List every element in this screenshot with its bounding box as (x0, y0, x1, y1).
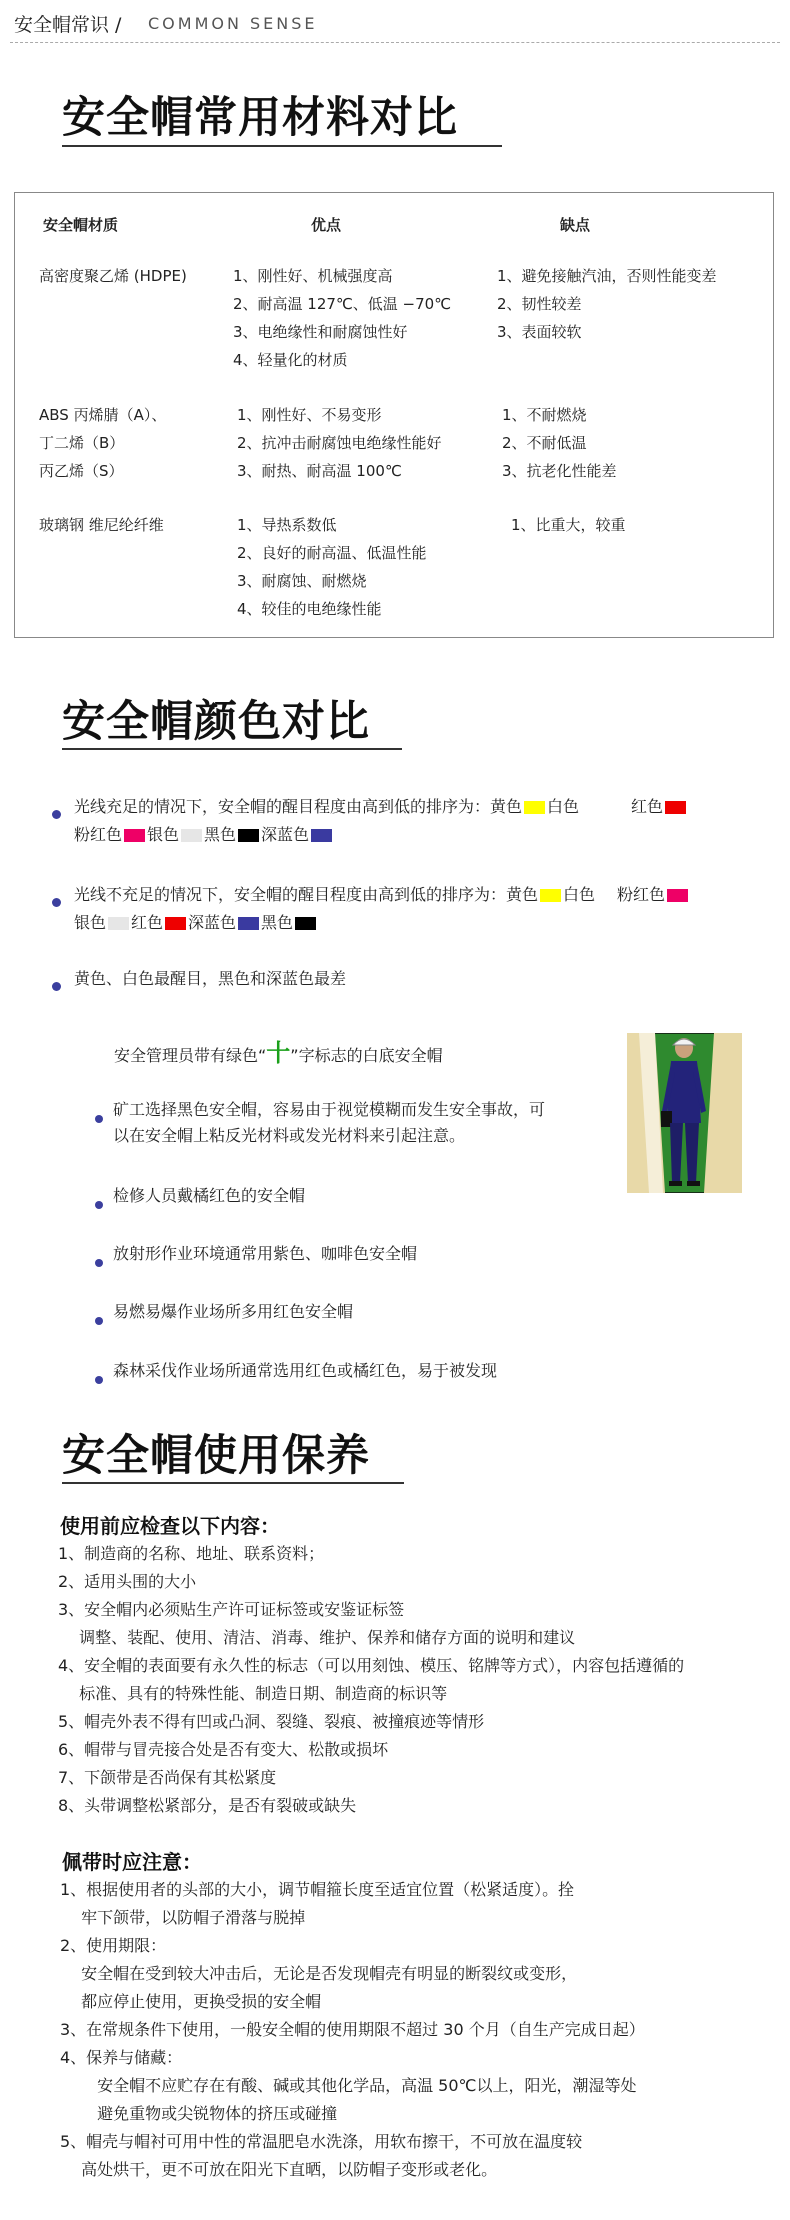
pros-line: 1、刚性好、机械强度高 (233, 267, 393, 285)
color-label: 黄色 (506, 885, 539, 904)
worker-figure-icon (627, 1033, 742, 1193)
category-label-en: COMMON SENSE (148, 14, 318, 33)
section-title-underline (62, 145, 502, 147)
navy-swatch (311, 829, 332, 842)
manager-text-post: ”字标志的白底安全帽 (290, 1046, 443, 1065)
table-row (39, 511, 164, 539)
check-title: 使用前应检查以下内容： (60, 1514, 280, 1538)
list-item: 调整、装配、使用、清洁、消毒、维护、保养和储存方面的说明和建议 (58, 1628, 576, 1647)
manager-text-pre: 安全管理员带有绿色“ (114, 1046, 267, 1065)
pros-cell (237, 511, 427, 623)
material-line: 丙乙烯（S） (39, 462, 124, 480)
pink-swatch (124, 829, 145, 842)
list-item: 8、头带调整松紧部分，是否有裂破或缺失 (58, 1796, 357, 1815)
pros-line: 3、电绝缘性和耐腐蚀性好 (233, 323, 408, 341)
pink-swatch (667, 889, 688, 902)
material-line: ABS 丙烯腈（A）、 (39, 406, 167, 424)
navy-swatch (238, 917, 259, 930)
pros-line: 2、耐高温 127℃、低温 −70℃ (233, 295, 452, 313)
category-label: 安全帽常识 / (14, 14, 122, 36)
point-bullet-dot (95, 1194, 103, 1213)
color-summary: 黄色、白色最醒目，黑色和深蓝色最差 (74, 969, 347, 988)
section-title-colors: 安全帽颜色对比 (62, 697, 370, 747)
material-line: 玻璃钢 维尼纶纤维 (39, 516, 164, 534)
list-item: 易燃易爆作业场所多用红色安全帽 (113, 1302, 354, 1321)
list-item: 3、在常规条件下使用，一般安全帽的使用期限不超过 30 个月（自生产完成日起） (60, 2020, 645, 2039)
color-label: 黑色 (204, 825, 237, 844)
pros-line: 2、抗冲击耐腐蚀电绝缘性能好 (237, 434, 442, 452)
point-bullet-dot (95, 1252, 103, 1271)
dim-light-text: 光线不充足的情况下，安全帽的醒目程度由高到低的排序为： (74, 885, 507, 904)
list-item: 标准、具有的特殊性能、制造日期、制造商的标识等 (58, 1684, 448, 1703)
color-label: 银色 (147, 825, 180, 844)
cons-line: 1、避免接触汽油，否则性能变差 (497, 267, 717, 285)
list-item: 2、使用期限： (60, 1936, 167, 1955)
cons-line: 3、抗老化性能差 (502, 462, 617, 480)
top-divider (10, 42, 780, 43)
manager-helmet-note (114, 1040, 443, 1069)
color-label: 白色 (563, 885, 596, 904)
cons-line: 2、不耐低温 (502, 434, 587, 452)
table-row (39, 262, 187, 290)
pros-line: 3、耐腐蚀、耐燃烧 (237, 572, 367, 590)
list-item: 1、制造商的名称、地址、联系资料； (58, 1544, 325, 1563)
pros-line: 1、刚性好、不易变形 (237, 406, 382, 424)
cons-line: 2、韧性较差 (497, 295, 582, 313)
section-title-underline (62, 1482, 404, 1484)
color-label: 白色 (547, 797, 580, 816)
list-item: 牢下颌带，以防帽子滑落与脱掉 (60, 1908, 306, 1927)
dim-bullet-dot (52, 892, 61, 911)
color-label: 粉红色 (74, 825, 123, 844)
list-item: 5、帽壳外表不得有凹或凸洞、裂缝、裂痕、被撞痕迹等情形 (58, 1712, 485, 1731)
silver-swatch (181, 829, 202, 842)
color-label: 深蓝色 (261, 825, 310, 844)
list-item: 2、适用头围的大小 (58, 1572, 197, 1591)
materials-table (14, 192, 774, 638)
point-line: 以在安全帽上粘反光材料或发光材料来引起注意。 (113, 1126, 466, 1145)
cons-line: 3、表面较软 (497, 323, 582, 341)
list-item: 6、帽带与冒壳接合处是否有变大、松散或损坏 (58, 1740, 389, 1759)
color-label: 红色 (631, 797, 664, 816)
list-item: 4、安全帽的表面要有永久性的标志（可以用刻蚀、模压、铭牌等方式），内容包括遵循的 (58, 1656, 685, 1675)
section-title-materials: 安全帽常用材料对比 (62, 93, 458, 143)
point-line: 矿工选择黑色安全帽，容易由于视觉模糊而发生安全事故，可 (113, 1100, 546, 1119)
list-item: 5、帽壳与帽衬可用中性的常温肥皂水洗涤，用软布擦干，不可放在温度较 (60, 2132, 583, 2151)
list-item: 放射形作业环境通常用紫色、咖啡色安全帽 (113, 1244, 418, 1263)
list-item: 森林采伐作业场所通常选用红色或橘红色，易于被发现 (113, 1361, 498, 1380)
list-item: 高处烘干，更不可放在阳光下直晒，以防帽子变形或老化。 (60, 2160, 498, 2179)
bright-light-text: 光线充足的情况下，安全帽的醒目程度由高到低的排序为： (74, 797, 491, 816)
list-item: 安全帽不应贮存在有酸、碱或其他化学品，高温 50℃以上，阳光，潮湿等处 (60, 2076, 637, 2095)
worker-illustration (627, 1033, 742, 1193)
list-item: 安全帽在受到较大冲击后，无论是否发现帽壳有明显的断裂纹或变形， (60, 1964, 578, 1983)
header-cons: 缺点 (560, 216, 591, 234)
section-title-underline (62, 748, 402, 750)
cons-cell (511, 511, 626, 539)
wear-list (60, 1876, 645, 2184)
header-pros: 优点 (311, 216, 342, 234)
material-cell: 高密度聚乙烯 (HDPE) (39, 267, 187, 285)
dim-light-ranking (74, 881, 774, 937)
cons-line: 1、比重大，较重 (511, 516, 626, 534)
material-line: 丁二烯（B） (39, 434, 125, 452)
color-label: 粉红色 (617, 885, 666, 904)
red-swatch (665, 801, 686, 814)
list-item: 1、根据使用者的头部的大小，调节帽箍长度至适宜位置（松紧适度）。拴 (60, 1880, 575, 1899)
cons-line: 1、不耐燃烧 (502, 406, 587, 424)
bright-bullet-dot (52, 804, 61, 823)
list-item: 检修人员戴橘红色的安全帽 (113, 1186, 306, 1205)
green-cross-icon: 十 (266, 1039, 291, 1067)
cons-cell (497, 262, 717, 346)
color-label: 黑色 (261, 913, 294, 932)
check-list (58, 1540, 684, 1820)
wear-title: 佩带时应注意： (62, 1850, 202, 1874)
color-label: 深蓝色 (188, 913, 237, 932)
pros-cell (237, 401, 442, 485)
color-label: 黄色 (490, 797, 523, 816)
red-swatch (165, 917, 186, 930)
black-swatch (295, 917, 316, 930)
summary-bullet-dot (52, 976, 61, 995)
point-bullet-dot (95, 1310, 103, 1329)
pros-line: 3、耐热、耐高温 100℃ (237, 462, 402, 480)
table-row (39, 401, 166, 485)
list-item: 7、下颌带是否尚保有其松紧度 (58, 1768, 277, 1787)
list-item: 3、安全帽内必须贴生产许可证标签或安鉴证标签 (58, 1600, 405, 1619)
color-label: 银色 (74, 913, 107, 932)
pros-line: 4、较佳的电绝缘性能 (237, 600, 382, 618)
list-item (113, 1097, 545, 1149)
pros-line: 2、良好的耐高温、低温性能 (237, 544, 427, 562)
silver-swatch (108, 917, 129, 930)
yellow-swatch (540, 889, 561, 902)
point-bullet-dot (95, 1108, 103, 1127)
top-bar (0, 0, 790, 46)
header-material: 安全帽材质 (43, 216, 119, 234)
list-item: 避免重物或尖锐物体的挤压或碰撞 (60, 2104, 338, 2123)
section-title-maintenance: 安全帽使用保养 (62, 1431, 370, 1481)
black-swatch (238, 829, 259, 842)
list-item: 4、保养与储藏： (60, 2048, 183, 2067)
list-item: 都应停止使用，更换受损的安全帽 (60, 1992, 322, 2011)
yellow-swatch (524, 801, 545, 814)
pros-cell (233, 262, 451, 374)
color-label: 红色 (131, 913, 164, 932)
cons-cell (502, 401, 617, 485)
bright-light-ranking (74, 793, 774, 849)
pros-line: 4、轻量化的材质 (233, 351, 348, 369)
pros-line: 1、导热系数低 (237, 516, 337, 534)
point-bullet-dot (95, 1369, 103, 1388)
